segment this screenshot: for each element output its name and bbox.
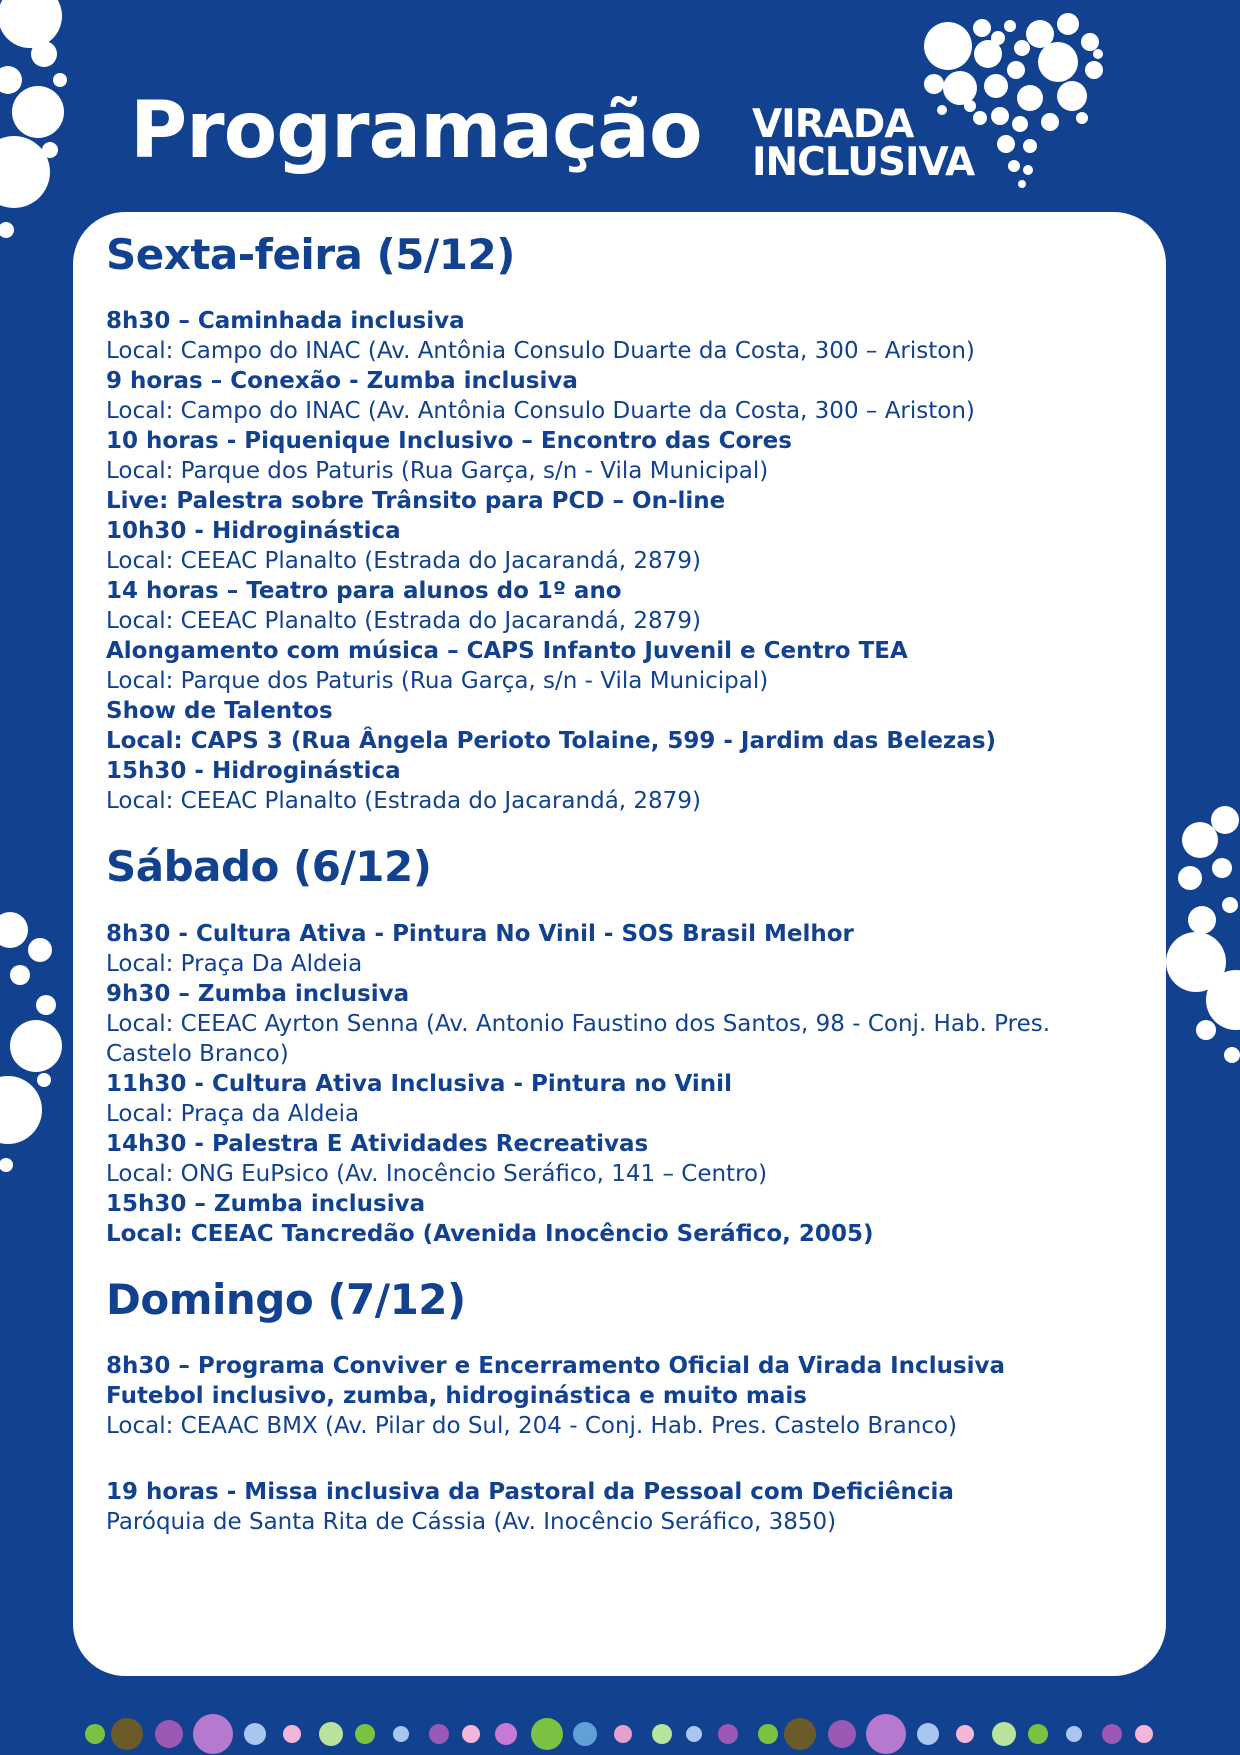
event-line: 9 horas – Conexão - Zumba inclusiva xyxy=(106,368,578,395)
colored-dots-strip xyxy=(0,1700,1240,1755)
schedule-card xyxy=(73,212,1166,1676)
decorative-dot xyxy=(686,1726,702,1742)
event-line: 14h30 - Palestra E Atividades Recreativas xyxy=(106,1130,649,1157)
event-line: 8h30 – Programa Conviver e Encerramento Oficial da Virada Inclusiva xyxy=(106,1353,1006,1380)
event-line: 8h30 - Cultura Ativa - Pintura No Vinil - SOS Brasil Melhor xyxy=(106,920,854,947)
location-line: Local: ONG EuPsico (Av. Inocêncio Seráfico, 141 – Centro) xyxy=(106,1160,768,1187)
decorative-dot xyxy=(1066,1726,1082,1742)
event-line: Show de Talentos xyxy=(106,698,333,725)
event-line: 10h30 - Hidroginástica xyxy=(106,518,401,545)
decorative-dot xyxy=(828,1720,856,1748)
day-heading: Sexta-feira (5/12) xyxy=(106,230,515,279)
decorative-dot xyxy=(652,1724,672,1744)
decorative-dot xyxy=(319,1722,343,1746)
decorative-dot xyxy=(244,1723,266,1745)
day-section xyxy=(106,842,1136,1248)
decorative-dot xyxy=(495,1723,517,1745)
location-line: Local: Campo do INAC (Av. Antônia Consulo Duarte da Costa, 300 – Ariston) xyxy=(106,338,975,365)
event-line: 15h30 - Hidroginástica xyxy=(106,758,401,785)
decorative-dot xyxy=(462,1725,480,1743)
decorative-dot xyxy=(917,1723,939,1745)
decorative-dot xyxy=(155,1720,183,1748)
location-line: Local: CEEAC Planalto (Estrada do Jacarandá, 2879) xyxy=(106,788,701,815)
event-line: Local: CEEAC Tancredão (Avenida Inocêncio Seráfico, 2005) xyxy=(106,1220,874,1247)
decorative-dot xyxy=(784,1718,816,1750)
day-heading: Sábado (6/12) xyxy=(106,842,432,892)
decorative-dot xyxy=(111,1718,143,1750)
event-line: 11h30 - Cultura Ativa Inclusiva - Pintura no Vinil xyxy=(106,1070,732,1097)
decorative-dot xyxy=(614,1725,632,1743)
section-spacer xyxy=(106,1249,1136,1275)
location-line: Local: Praça da Aldeia xyxy=(106,1100,360,1127)
event-line: Alongamento com música – CAPS Infanto Juvenil e Centro TEA xyxy=(106,638,908,665)
decorative-dot xyxy=(1028,1724,1048,1744)
decorative-dot xyxy=(758,1724,778,1744)
decorative-dot xyxy=(866,1714,906,1754)
heart-bubbles-icon xyxy=(910,6,1110,196)
day-section xyxy=(106,1275,1136,1537)
decorative-dot xyxy=(992,1722,1016,1746)
decorative-dot xyxy=(718,1724,738,1744)
spacer xyxy=(106,1441,1136,1477)
location-line: Local: CEEAC Planalto (Estrada do Jacarandá, 2879) xyxy=(106,608,701,635)
decorative-dot xyxy=(429,1724,449,1744)
day-heading: Domingo (7/12) xyxy=(106,1274,466,1324)
section-spacer xyxy=(106,816,1136,842)
location-line: Local: Praça Da Aldeia xyxy=(106,950,363,977)
logo-line-2: INCLUSIVA xyxy=(752,140,975,185)
event-line: 15h30 – Zumba inclusiva xyxy=(106,1190,426,1217)
decorative-dot xyxy=(956,1725,974,1743)
event-line: 10 horas - Piquenique Inclusivo – Encontro das Cores xyxy=(106,428,792,455)
event-line: 19 horas - Missa inclusiva da Pastoral da Pessoal com Deficiência xyxy=(106,1479,954,1506)
event-line: 8h30 – Caminhada inclusiva xyxy=(106,308,465,335)
event-line: Live: Palestra sobre Trânsito para PCD – On-line xyxy=(106,488,726,515)
decorative-dot xyxy=(531,1718,563,1750)
event-line: Local: CAPS 3 (Rua Ângela Perioto Tolaine, 599 - Jardim das Belezas) xyxy=(106,728,997,755)
location-line: Local: Parque dos Paturis (Rua Garça, s/n - Vila Municipal) xyxy=(106,458,769,485)
page-title: Programação xyxy=(130,86,702,176)
day-section xyxy=(106,230,1136,816)
location-line: Paróquia de Santa Rita de Cássia (Av. Inocêncio Seráfico, 3850) xyxy=(106,1509,837,1536)
decorative-dot xyxy=(1135,1725,1153,1743)
location-line: Local: Campo do INAC (Av. Antônia Consulo Duarte da Costa, 300 – Ariston) xyxy=(106,398,975,425)
event-line: 9h30 – Zumba inclusiva xyxy=(106,980,410,1007)
decorative-dot xyxy=(1102,1724,1122,1744)
event-line: Futebol inclusivo, zumba, hidroginástica e muito mais xyxy=(106,1383,807,1410)
decorative-dot xyxy=(355,1724,375,1744)
decorative-dot xyxy=(393,1726,409,1742)
location-line: Local: CEAAC BMX (Av. Pilar do Sul, 204 - Conj. Hab. Pres. Castelo Branco) xyxy=(106,1413,958,1440)
decorative-dot xyxy=(85,1724,105,1744)
location-line: Local: CEEAC Ayrton Senna (Av. Antonio Faustino dos Santos, 98 - Conj. Hab. Pres. Castelo Branco) xyxy=(106,1010,1051,1067)
logo-line-1: VIRADA xyxy=(752,102,914,147)
decorative-dot xyxy=(283,1725,301,1743)
decorative-dot xyxy=(573,1722,597,1746)
location-line: Local: CEEAC Planalto (Estrada do Jacarandá, 2879) xyxy=(106,548,701,575)
decorative-dot xyxy=(193,1714,233,1754)
event-line: 14 horas – Teatro para alunos do 1º ano xyxy=(106,578,622,605)
location-line: Local: Parque dos Paturis (Rua Garça, s/n - Vila Municipal) xyxy=(106,668,769,695)
